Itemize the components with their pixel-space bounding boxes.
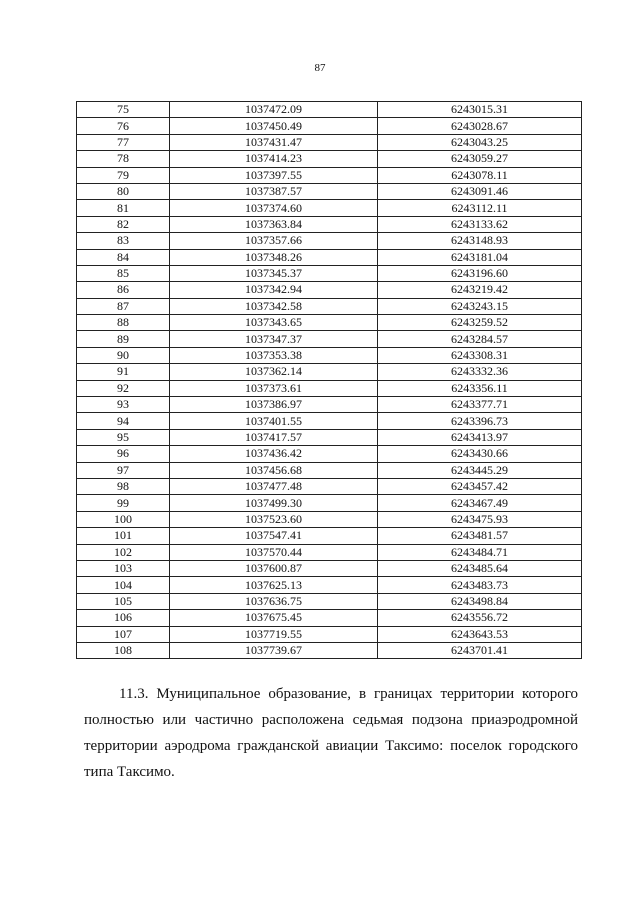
table-row (77, 495, 582, 511)
x-coordinate-cell: 1037363.84 (170, 216, 378, 232)
table-row (77, 544, 582, 560)
point-number-cell: 95 (77, 429, 170, 445)
table-row (77, 577, 582, 593)
x-coordinate-cell: 1037345.37 (170, 265, 378, 281)
y-coordinate-cell: 6243643.53 (378, 626, 582, 642)
y-coordinate-cell: 6243133.62 (378, 216, 582, 232)
y-coordinate-cell: 6243498.84 (378, 593, 582, 609)
y-coordinate-cell: 6243196.60 (378, 265, 582, 281)
point-number-cell: 90 (77, 347, 170, 363)
table-row (77, 462, 582, 478)
page-number: 87 (314, 62, 326, 74)
table-row (77, 626, 582, 642)
y-coordinate-cell: 6243259.52 (378, 315, 582, 331)
table-row (77, 364, 582, 380)
y-coordinate-cell: 6243219.42 (378, 282, 582, 298)
y-coordinate-cell: 6243430.66 (378, 446, 582, 462)
table-row (77, 380, 582, 396)
x-coordinate-cell: 1037523.60 (170, 511, 378, 527)
table-row (77, 315, 582, 331)
point-number-cell: 81 (77, 200, 170, 216)
table-row (77, 249, 582, 265)
x-coordinate-cell: 1037353.38 (170, 347, 378, 363)
table-row (77, 478, 582, 494)
y-coordinate-cell: 6243377.71 (378, 397, 582, 413)
y-coordinate-cell: 6243015.31 (378, 102, 582, 118)
x-coordinate-cell: 1037600.87 (170, 560, 378, 576)
x-coordinate-cell: 1037450.49 (170, 118, 378, 134)
point-number-cell: 100 (77, 511, 170, 527)
y-coordinate-cell: 6243701.41 (378, 642, 582, 658)
x-coordinate-cell: 1037636.75 (170, 593, 378, 609)
x-coordinate-cell: 1037362.14 (170, 364, 378, 380)
y-coordinate-cell: 6243043.25 (378, 134, 582, 150)
y-coordinate-cell: 6243112.11 (378, 200, 582, 216)
point-number-cell: 104 (77, 577, 170, 593)
x-coordinate-cell: 1037417.57 (170, 429, 378, 445)
x-coordinate-cell: 1037357.66 (170, 233, 378, 249)
y-coordinate-cell: 6243457.42 (378, 478, 582, 494)
point-number-cell: 82 (77, 216, 170, 232)
y-coordinate-cell: 6243484.71 (378, 544, 582, 560)
table-row (77, 167, 582, 183)
point-number-cell: 97 (77, 462, 170, 478)
x-coordinate-cell: 1037431.47 (170, 134, 378, 150)
y-coordinate-cell: 6243148.93 (378, 233, 582, 249)
point-number-cell: 92 (77, 380, 170, 396)
x-coordinate-cell: 1037675.45 (170, 610, 378, 626)
table-row (77, 118, 582, 134)
coordinates-table-body (77, 102, 582, 659)
y-coordinate-cell: 6243481.57 (378, 528, 582, 544)
table-row (77, 593, 582, 609)
point-number-cell: 98 (77, 478, 170, 494)
y-coordinate-cell: 6243028.67 (378, 118, 582, 134)
point-number-cell: 103 (77, 560, 170, 576)
y-coordinate-cell: 6243396.73 (378, 413, 582, 429)
x-coordinate-cell: 1037387.57 (170, 183, 378, 199)
y-coordinate-cell: 6243284.57 (378, 331, 582, 347)
table-row (77, 413, 582, 429)
x-coordinate-cell: 1037739.67 (170, 642, 378, 658)
point-number-cell: 93 (77, 397, 170, 413)
point-number-cell: 94 (77, 413, 170, 429)
table-row (77, 610, 582, 626)
point-number-cell: 78 (77, 151, 170, 167)
point-number-cell: 105 (77, 593, 170, 609)
point-number-cell: 102 (77, 544, 170, 560)
point-number-cell: 83 (77, 233, 170, 249)
table-row (77, 102, 582, 118)
x-coordinate-cell: 1037343.65 (170, 315, 378, 331)
point-number-cell: 80 (77, 183, 170, 199)
y-coordinate-cell: 6243181.04 (378, 249, 582, 265)
y-coordinate-cell: 6243556.72 (378, 610, 582, 626)
y-coordinate-cell: 6243485.64 (378, 560, 582, 576)
municipality-paragraph: 11.3. Муниципальное образование, в границах территории которого полностью или частично расположена седьмая подзона приаэродромной территории аэродрома гражданской авиации Таксимо: поселок городского типа Таксимо. (84, 686, 578, 780)
x-coordinate-cell: 1037414.23 (170, 151, 378, 167)
table-row (77, 151, 582, 167)
table-row (77, 282, 582, 298)
point-number-cell: 106 (77, 610, 170, 626)
point-number-cell: 91 (77, 364, 170, 380)
table-row (77, 200, 582, 216)
point-number-cell: 85 (77, 265, 170, 281)
table-row (77, 331, 582, 347)
y-coordinate-cell: 6243445.29 (378, 462, 582, 478)
point-number-cell: 88 (77, 315, 170, 331)
point-number-cell: 75 (77, 102, 170, 118)
table-row (77, 642, 582, 658)
table-row (77, 511, 582, 527)
x-coordinate-cell: 1037397.55 (170, 167, 378, 183)
x-coordinate-cell: 1037386.97 (170, 397, 378, 413)
point-number-cell: 89 (77, 331, 170, 347)
point-number-cell: 86 (77, 282, 170, 298)
point-number-cell: 108 (77, 642, 170, 658)
y-coordinate-cell: 6243243.15 (378, 298, 582, 314)
table-row (77, 265, 582, 281)
y-coordinate-cell: 6243078.11 (378, 167, 582, 183)
x-coordinate-cell: 1037499.30 (170, 495, 378, 511)
y-coordinate-cell: 6243483.73 (378, 577, 582, 593)
y-coordinate-cell: 6243332.36 (378, 364, 582, 380)
x-coordinate-cell: 1037477.48 (170, 478, 378, 494)
y-coordinate-cell: 6243467.49 (378, 495, 582, 511)
point-number-cell: 101 (77, 528, 170, 544)
table-row (77, 446, 582, 462)
x-coordinate-cell: 1037625.13 (170, 577, 378, 593)
x-coordinate-cell: 1037342.94 (170, 282, 378, 298)
point-number-cell: 77 (77, 134, 170, 150)
y-coordinate-cell: 6243356.11 (378, 380, 582, 396)
point-number-cell: 84 (77, 249, 170, 265)
point-number-cell: 107 (77, 626, 170, 642)
x-coordinate-cell: 1037719.55 (170, 626, 378, 642)
table-row (77, 298, 582, 314)
point-number-cell: 79 (77, 167, 170, 183)
table-row (77, 233, 582, 249)
x-coordinate-cell: 1037342.58 (170, 298, 378, 314)
x-coordinate-cell: 1037374.60 (170, 200, 378, 216)
x-coordinate-cell: 1037456.68 (170, 462, 378, 478)
x-coordinate-cell: 1037472.09 (170, 102, 378, 118)
table-row (77, 429, 582, 445)
x-coordinate-cell: 1037401.55 (170, 413, 378, 429)
x-coordinate-cell: 1037373.61 (170, 380, 378, 396)
point-number-cell: 96 (77, 446, 170, 462)
x-coordinate-cell: 1037570.44 (170, 544, 378, 560)
coordinates-table (76, 101, 582, 659)
table-row (77, 560, 582, 576)
point-number-cell: 87 (77, 298, 170, 314)
table-row (77, 397, 582, 413)
x-coordinate-cell: 1037547.41 (170, 528, 378, 544)
y-coordinate-cell: 6243059.27 (378, 151, 582, 167)
x-coordinate-cell: 1037348.26 (170, 249, 378, 265)
y-coordinate-cell: 6243091.46 (378, 183, 582, 199)
y-coordinate-cell: 6243308.31 (378, 347, 582, 363)
table-row (77, 347, 582, 363)
table-row (77, 216, 582, 232)
point-number-cell: 99 (77, 495, 170, 511)
y-coordinate-cell: 6243413.97 (378, 429, 582, 445)
point-number-cell: 76 (77, 118, 170, 134)
x-coordinate-cell: 1037436.42 (170, 446, 378, 462)
table-row (77, 134, 582, 150)
x-coordinate-cell: 1037347.37 (170, 331, 378, 347)
table-row (77, 183, 582, 199)
table-row (77, 528, 582, 544)
y-coordinate-cell: 6243475.93 (378, 511, 582, 527)
